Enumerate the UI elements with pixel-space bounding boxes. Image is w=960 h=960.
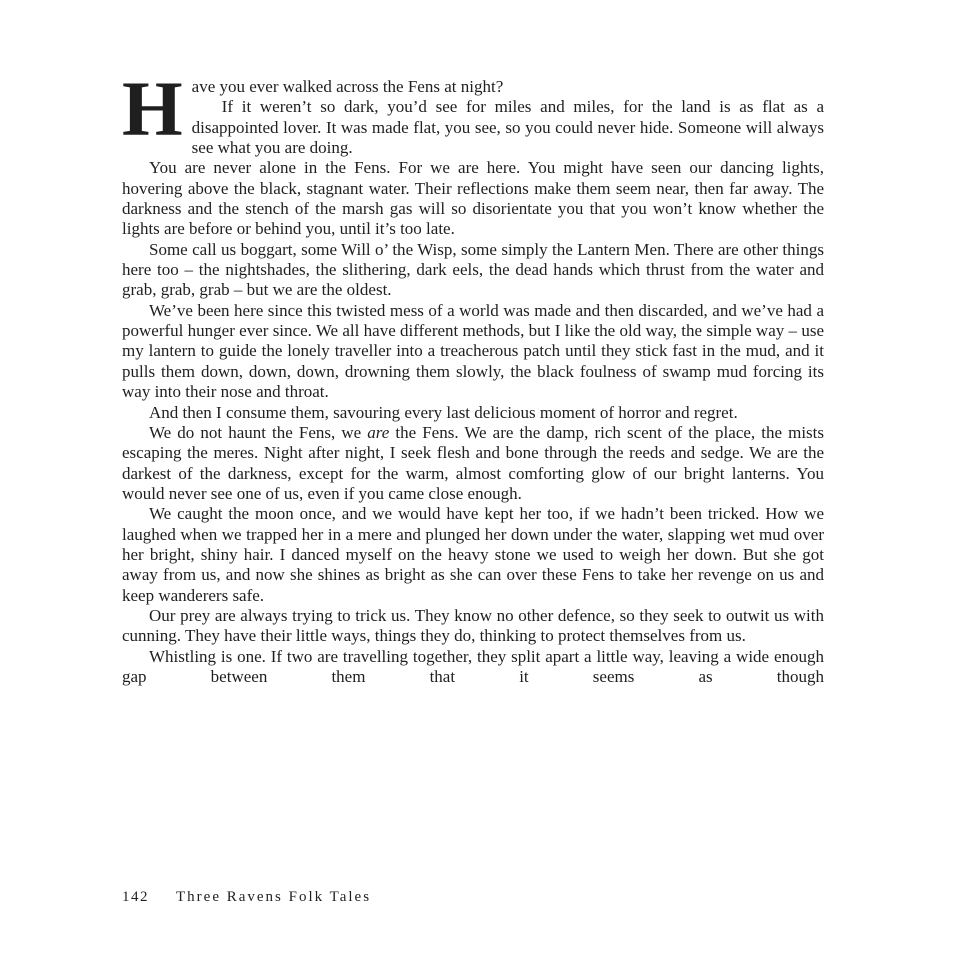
paragraph-10: Whistling is one. If two are travelling together, they split apart a little way, leaving a wide enough gap between them that it seems as though bbox=[122, 646, 824, 686]
paragraph-1: ave you ever walked across the Fens at night? bbox=[191, 77, 504, 96]
paragraph-7-text-after: the Fens. We are the damp, rich scent of the place, the mists escaping the meres. Night after night, I seek flesh and bone through the reeds and sedge. We are the darkest of the darkness, except for the warm, almost comforting glow of our bright lanterns. You would never see one of us, even if you came close enough. bbox=[122, 422, 824, 503]
opening-paragraph-group bbox=[122, 65, 824, 158]
paragraph-2: If it weren’t so dark, you’d see for miles and miles, for the land is as flat as a disappointed lover. It was made flat, you see, so you could never hide. Someone will always see what you are doing. bbox=[191, 97, 824, 158]
paragraph-7-text-before: We do not haunt the Fens, we bbox=[149, 422, 368, 442]
paragraph-7-italic-word: are bbox=[367, 422, 390, 442]
drop-cap-letter: H bbox=[122, 65, 183, 152]
story-text bbox=[122, 65, 824, 687]
book-page bbox=[122, 65, 824, 687]
page-number: 142 bbox=[122, 889, 149, 905]
paragraph-6: And then I consume them, savouring every last delicious moment of horror and regret. bbox=[149, 402, 738, 422]
paragraph-7 bbox=[122, 423, 824, 504]
paragraph-9: Our prey are always trying to trick us. They know no other defence, so they seek to outwit us with cunning. They have their little ways, things they do, thinking to protect themselves from us. bbox=[122, 605, 824, 646]
paragraph-5: We’ve been here since this twisted mess of a world was made and then discarded, and we’ve had a powerful hunger ever since. We all have different methods, but I like the old way, the simple way – use my lantern to guide the lonely traveller into a treacherous patch until they stick fast in the mud, and it pulls them down, down, down, drowning them slowly, the black foulness of swamp mud forcing its way into their nose and throat. bbox=[122, 300, 824, 402]
running-footer bbox=[122, 889, 371, 906]
book-title: Three Ravens Folk Tales bbox=[176, 889, 372, 905]
paragraph-8: We caught the moon once, and we would have kept her too, if we hadn’t been tricked. How we laughed when we trapped her in a mere and plunged her down under the water, slapping wet mud over her bright, shiny hair. I danced myself on the heavy stone we used to weigh her down. But she got away from us, and now she shines as bright as she can over these Fens to take her revenge on us and keep wanderers safe. bbox=[122, 504, 824, 605]
paragraph-3: You are never alone in the Fens. For we are here. You might have seen our dancing lights, hovering above the black, stagnant water. Their reflections make them seem near, then far away. The darkness and the stench of the marsh gas will so disorientate you that you won’t know whether the lights are before or behind you, until it’s too late. bbox=[122, 158, 824, 239]
paragraph-4: Some call us boggart, some Will o’ the Wisp, some simply the Lantern Men. There are other things here too – the nightshades, the slithering, dark eels, the dead hands which thrust from the water and grab, grab, grab – but we are the oldest. bbox=[122, 239, 824, 300]
